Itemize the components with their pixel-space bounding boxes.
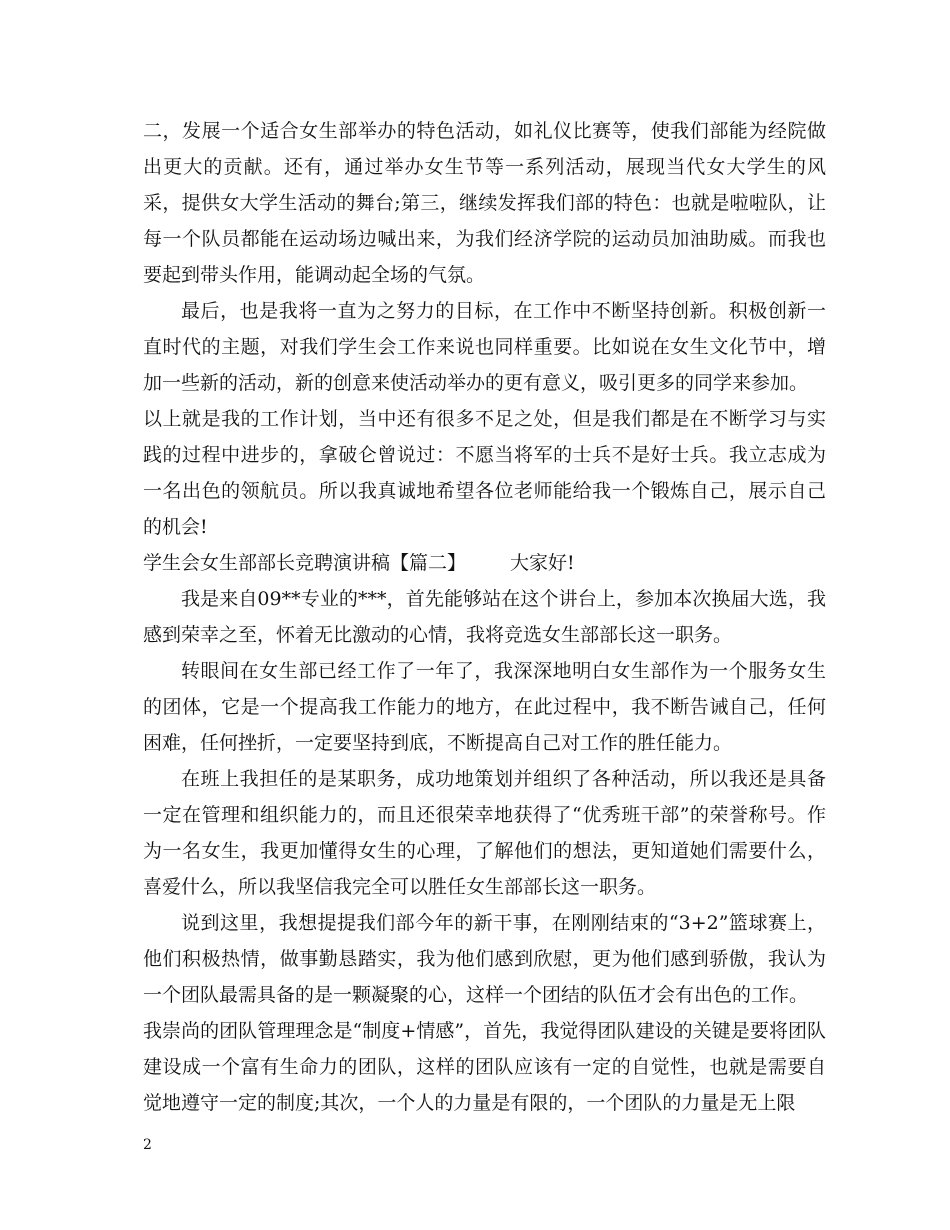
section-title: 学生会女生部部长竞聘演讲稿【篇二】 bbox=[143, 552, 467, 574]
paragraph-5: 转眼间在女生部已经工作了一年了，我深深地明白女生部作为一个服务女生的团体，它是一个提高我工作能力的地方，在此过程中，我不断告诫自己，任何困难，任何挫折，一定要坚持到底，不断提高自己对工作的胜任能力。 bbox=[143, 660, 826, 754]
paragraph-4: 我是来自09**专业的***，首先能够站在这个讲台上，参加本次换届大选，我感到荣幸之至，怀着无比激动的心情，我将竞选女生部部长这一职务。 bbox=[143, 588, 826, 646]
paragraph-2: 最后，也是我将一直为之努力的目标，在工作中不断坚持创新。积极创新一直时代的主题，对我们学生会工作来说也同样重要。比如说在女生文化节中，增加一些新的活动，新的创意来使活动举办的更有意义，吸引更多的同学来参加。 bbox=[143, 300, 826, 394]
section-heading bbox=[143, 545, 826, 581]
document-body bbox=[143, 113, 826, 1121]
page-number: 2 bbox=[143, 1137, 152, 1153]
paragraph-6: 在班上我担任的是某职务，成功地策划并组织了各种活动，所以我还是具备一定在管理和组织能力的，而且还很荣幸地获得了“优秀班干部”的荣誉称号。作为一名女生，我更加懂得女生的心理，了解他们的想法，更知道她们需要什么，喜爱什么，所以我坚信我完全可以胜任女生部部长这一职务。 bbox=[143, 768, 826, 898]
paragraph-1: 二，发展一个适合女生部举办的特色活动，如礼仪比赛等，使我们部能为经院做出更大的贡献。还有，通过举办女生节等一系列活动，展现当代女大学生的风采，提供女大学生活动的舞台;第三，继续发挥我们部的特色：也就是啦啦队，让每一个队员都能在运动场边喊出来，为我们经济学院的运动员加油助威。而我也要起到带头作用，能调动起全场的气氛。 bbox=[143, 120, 826, 286]
paragraph-8: 我崇尚的团队管理理念是“制度+情感”，首先，我觉得团队建设的关键是要将团队建设成一个富有生命力的团队，这样的团队应该有一定的自觉性，也就是需要自觉地遵守一定的制度;其次，一个人的力量是有限的，一个团队的力量是无上限 bbox=[143, 1020, 826, 1114]
paragraph-7: 说到这里，我想提提我们部今年的新干事，在刚刚结束的“3+2”篮球赛上，他们积极热情，做事勤恳踏实，我为他们感到欣慰，更为他们感到骄傲，我认为一个团队最需具备的是一颗凝聚的心，这样一个团结的队伍才会有出色的工作。 bbox=[143, 912, 826, 1006]
greeting: 大家好! bbox=[510, 552, 575, 574]
paragraph-3: 以上就是我的工作计划，当中还有很多不足之处，但是我们都是在不断学习与实践的过程中进步的，拿破仑曾说过：不愿当将军的士兵不是好士兵。我立志成为一名出色的领航员。所以我真诚地希望各位老师能给我一个锻炼自己，展示自己的机会! bbox=[143, 408, 826, 538]
